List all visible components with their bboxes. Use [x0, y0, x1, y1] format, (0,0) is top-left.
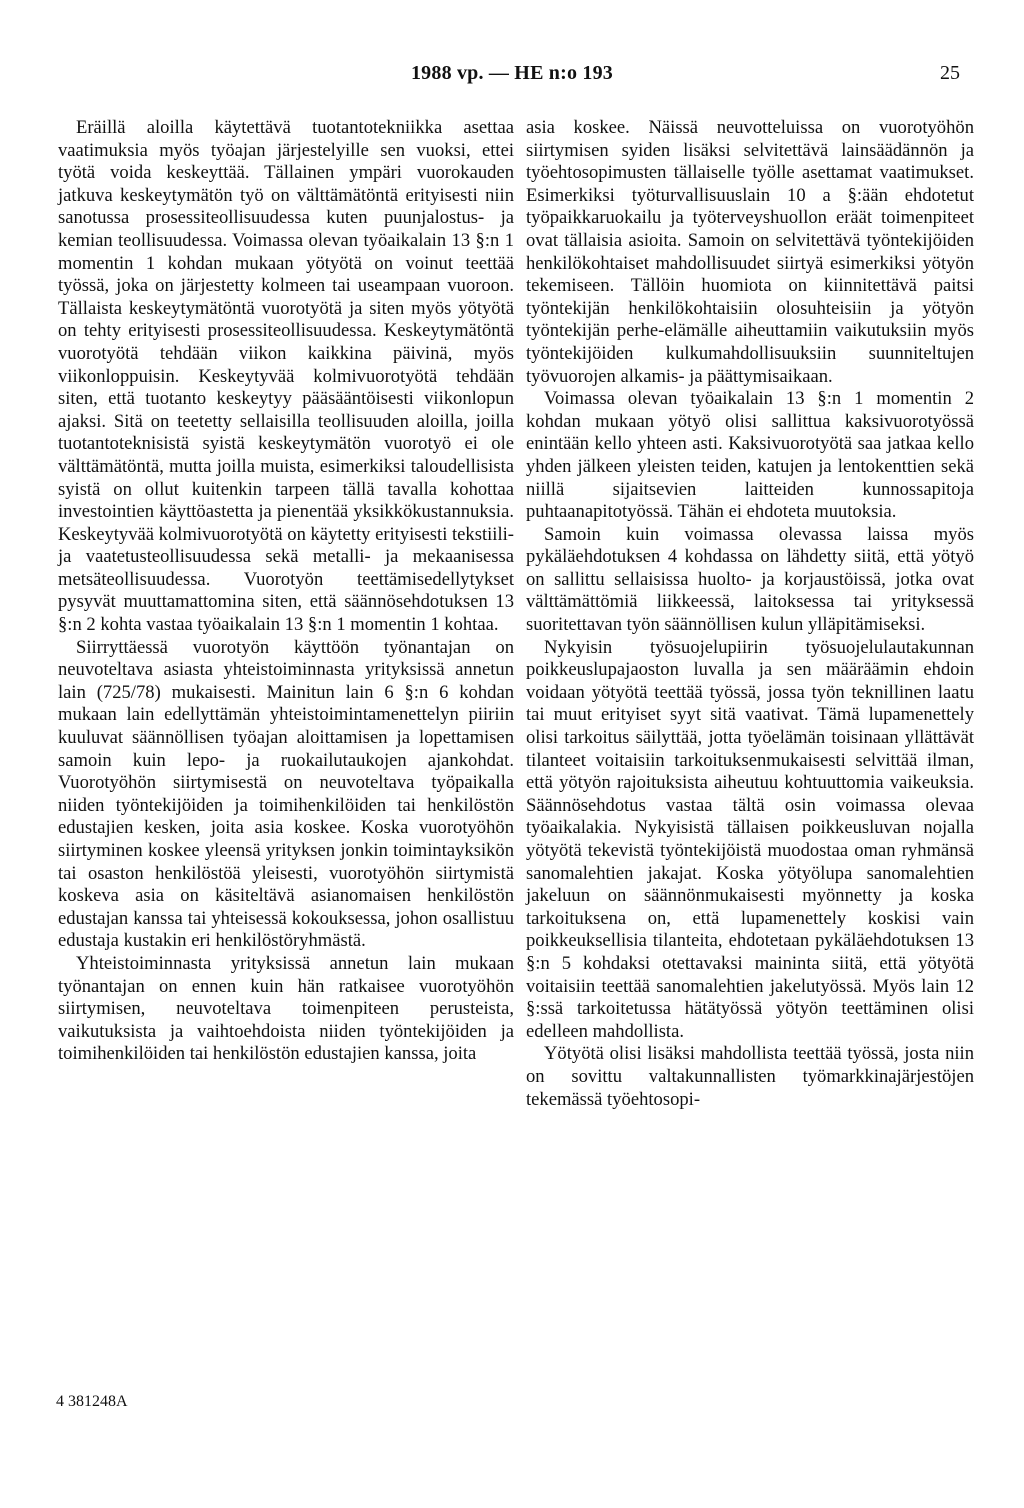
- left-column: [58, 117, 514, 1066]
- paragraph: Yhteistoiminnasta yrityksissä annetun lain mukaan työnantajan on ennen kuin hän ratkaisee vuorotyöhön siirtymisen, neuvoteltava toimenpiteen perusteista, vaikutuksista ja vaihtoehdoista niiden työntekijöiden ja toimihenkilöiden tai henkilöstön edustajien kanssa, joita: [58, 952, 514, 1065]
- paragraph: Yötyötä olisi lisäksi mahdollista teettää työssä, josta niin on sovittu valtakunnallisten työmarkkinajärjestöjen tekemässä työehtosopi-: [526, 1043, 974, 1110]
- page-header: [0, 62, 1024, 92]
- right-column: [526, 117, 974, 1111]
- paragraph: Siirryttäessä vuorotyön käyttöön työnantajan on neuvoteltava asiasta yhteistoiminnasta yrityksissä annetun lain (725/78) mukaisesti. Mainitun lain 6 §:n 6 kohdan mukaan lain edellyttämän yhteistoimintamenettelyn piiriin kuuluvat säännöllisen työajan aloittamisen ja lopettamisen samoin kuin lepo- ja ruokailutaukojen ajankohdat. Vuorotyöhön siirtymisestä on neuvoteltava työpaikalla niiden työntekijöiden ja toimihenkilöiden tai henkilöstön edustajien kesken, joita asia koskee. Koska vuorotyöhön siirtyminen koskee yleensä yrityksen jonkin toimintayksikön tai osaston henkilöstöä yleisesti, vuorotyöhön siirtymistä koskeva asia on käsiteltävä asianomaisen henkilöstön edustajan kanssa tai yhteisessä kokouksessa, johon osallistuu edustaja kustakin eri henkilöstöryhmästä.: [58, 636, 514, 952]
- page-number: 25: [940, 62, 960, 84]
- paragraph: Samoin kuin voimassa olevassa laissa myös pykäläehdotuksen 4 kohdassa on lähdetty siitä, että yötyö on sallittu sellaisissa huolto- ja korjaustöissä, jotka ovat välttämättömiä liikkeessä, laitoksessa tai yrityksessä suoritettavan työn säännöllisen kulun ylläpitämiseksi.: [526, 523, 974, 636]
- running-title: 1988 vp. — HE n:o 193: [410, 62, 613, 84]
- paragraph: asia koskee. Näissä neuvotteluissa on vuorotyöhön siirtymisen syiden lisäksi selvitettävä lainsäädännön ja työehtosopimusten tällaiselle työlle asettamat vaatimukset. Esimerkiksi työturvallisuuslain 10 a §:ään ehdotetut työpaikkaruokailu ja työterveyshuollon eräät toimenpiteet ovat tällaisia asioita. Samoin on selvitettävä työntekijöiden henkilökohtaiset mahdollisuudet siirtyä esimerkiksi yötyön tekemiseen. Tällöin huomiota on kiinnitettävä paitsi työntekijän henkilökohtaisiin olosuhteisiin ja yötyön työntekijän perhe-elämälle aiheuttamiin vaikutuksiin myös työntekijöiden kulkumahdollisuuksiin suunniteltujen työvuorojen alkamis- ja päättymisaikaan.: [526, 117, 974, 387]
- paragraph: Nykyisin työsuojelupiirin työsuojelulautakunnan poikkeuslupajaoston luvalla ja sen määräämin ehdoin voidaan yötyötä teettää työssä, jossa työn teknillinen laatu tai muut erityiset syyt sitä vaativat. Tämä lupamenettely olisi tarkoitus säilyttää, jotta työelämän toisinaan yllättävät tilanteet voitaisiin tarkoituksenmukaisesti selvittää ilman, että yötyön rajoituksista aiheutuu kohtuuttomia vaikeuksia. Säännösehdotus vastaa tältä osin voimassa olevaa työaikalakia. Nykyisistä tällaisen poikkeusluvan nojalla yötyötä tekevistä työntekijöistä muodostaa oman ryhmänsä sanomalehtien jakajat. Koska yötyölupa sanomalehtien jakeluun on säännönmukaisesti myönnetty ja koska tarkoituksena on, että lupamenettely koskisi vain poikkeuksellisia tilanteita, ehdotetaan pykäläehdotuksen 13 §:n 5 kohdaksi otettavaksi maininta siitä, että yötyötä voitaisiin teettää sanomalehtien jakelutyössä. Myös lain 12 §:ssä tarkoitetussa hätätyössä yötyön teettäminen olisi edelleen mahdollista.: [526, 636, 974, 1042]
- paragraph: Voimassa olevan työaikalain 13 §:n 1 momentin 2 kohdan mukaan yötyö olisi sallittua kaksivuorotyössä enintään kello yhteen asti. Kaksivuorotyötä saa jatkaa kello yhden jälkeen yleisten teiden, katujen ja lentokenttien sekä niillä sijaitsevien laitteiden kunnossapitoja puhtaanapitotyössä. Tähän ei ehdoteta muutoksia.: [526, 388, 974, 523]
- paragraph: Eräillä aloilla käytettävä tuotantotekniikka asettaa vaatimuksia myös työajan järjestelyille sen vuoksi, ettei työtä voida keskeyttää. Tällainen ympäri vuorokauden jatkuva keskeytymätön työ on välttämätöntä erityisesti niin sanotussa prosessiteollisuudessa kuten puunjalostus- ja kemian teollisuudessa. Voimassa olevan työaikalain 13 §:n 1 momentin 1 kohdan mukaan yötyötä on voinut teettää työssä, joka on järjestetty kolmeen tai useampaan vuoroon. Tällaista keskeytymätöntä vuorotyötä ja siten myös yötyötä on tehty erityisesti prosessiteollisuudessa. Keskeytymätöntä vuorotyötä tehdään viikon kaikkina päivinä, myös viikonloppuisin. Keskeytyvää kolmivuorotyötä tehdään siten, että tuotanto keskeytyy pääsääntöisesti viikonlopun ajaksi. Sitä on teetetty sellaisilla teollisuuden aloilla, joilla tuotantoteknisistä syistä keskeytymätön vuorotyö ei ole välttämätöntä, mutta joilla muista, esimerkiksi taloudellisista syistä on ollut kuitenkin tarpeen tällä tavalla kohottaa investointien käyttöastetta ja pienentää yksikkökustannuksia. Keskeytyvää kolmivuorotyötä on käytetty erityisesti tekstiili- ja vaatetusteollisuudessa sekä metalli- ja mekaanisessa metsäteollisuudessa. Vuorotyön teettämisedellytykset pysyvät muuttamattomina siten, että säännösehdotuksen 13 §:n 2 kohta vastaa työaikalain 13 §:n 1 momentin 1 kohtaa.: [58, 117, 514, 636]
- footer-code: 4 381248A: [56, 1393, 128, 1410]
